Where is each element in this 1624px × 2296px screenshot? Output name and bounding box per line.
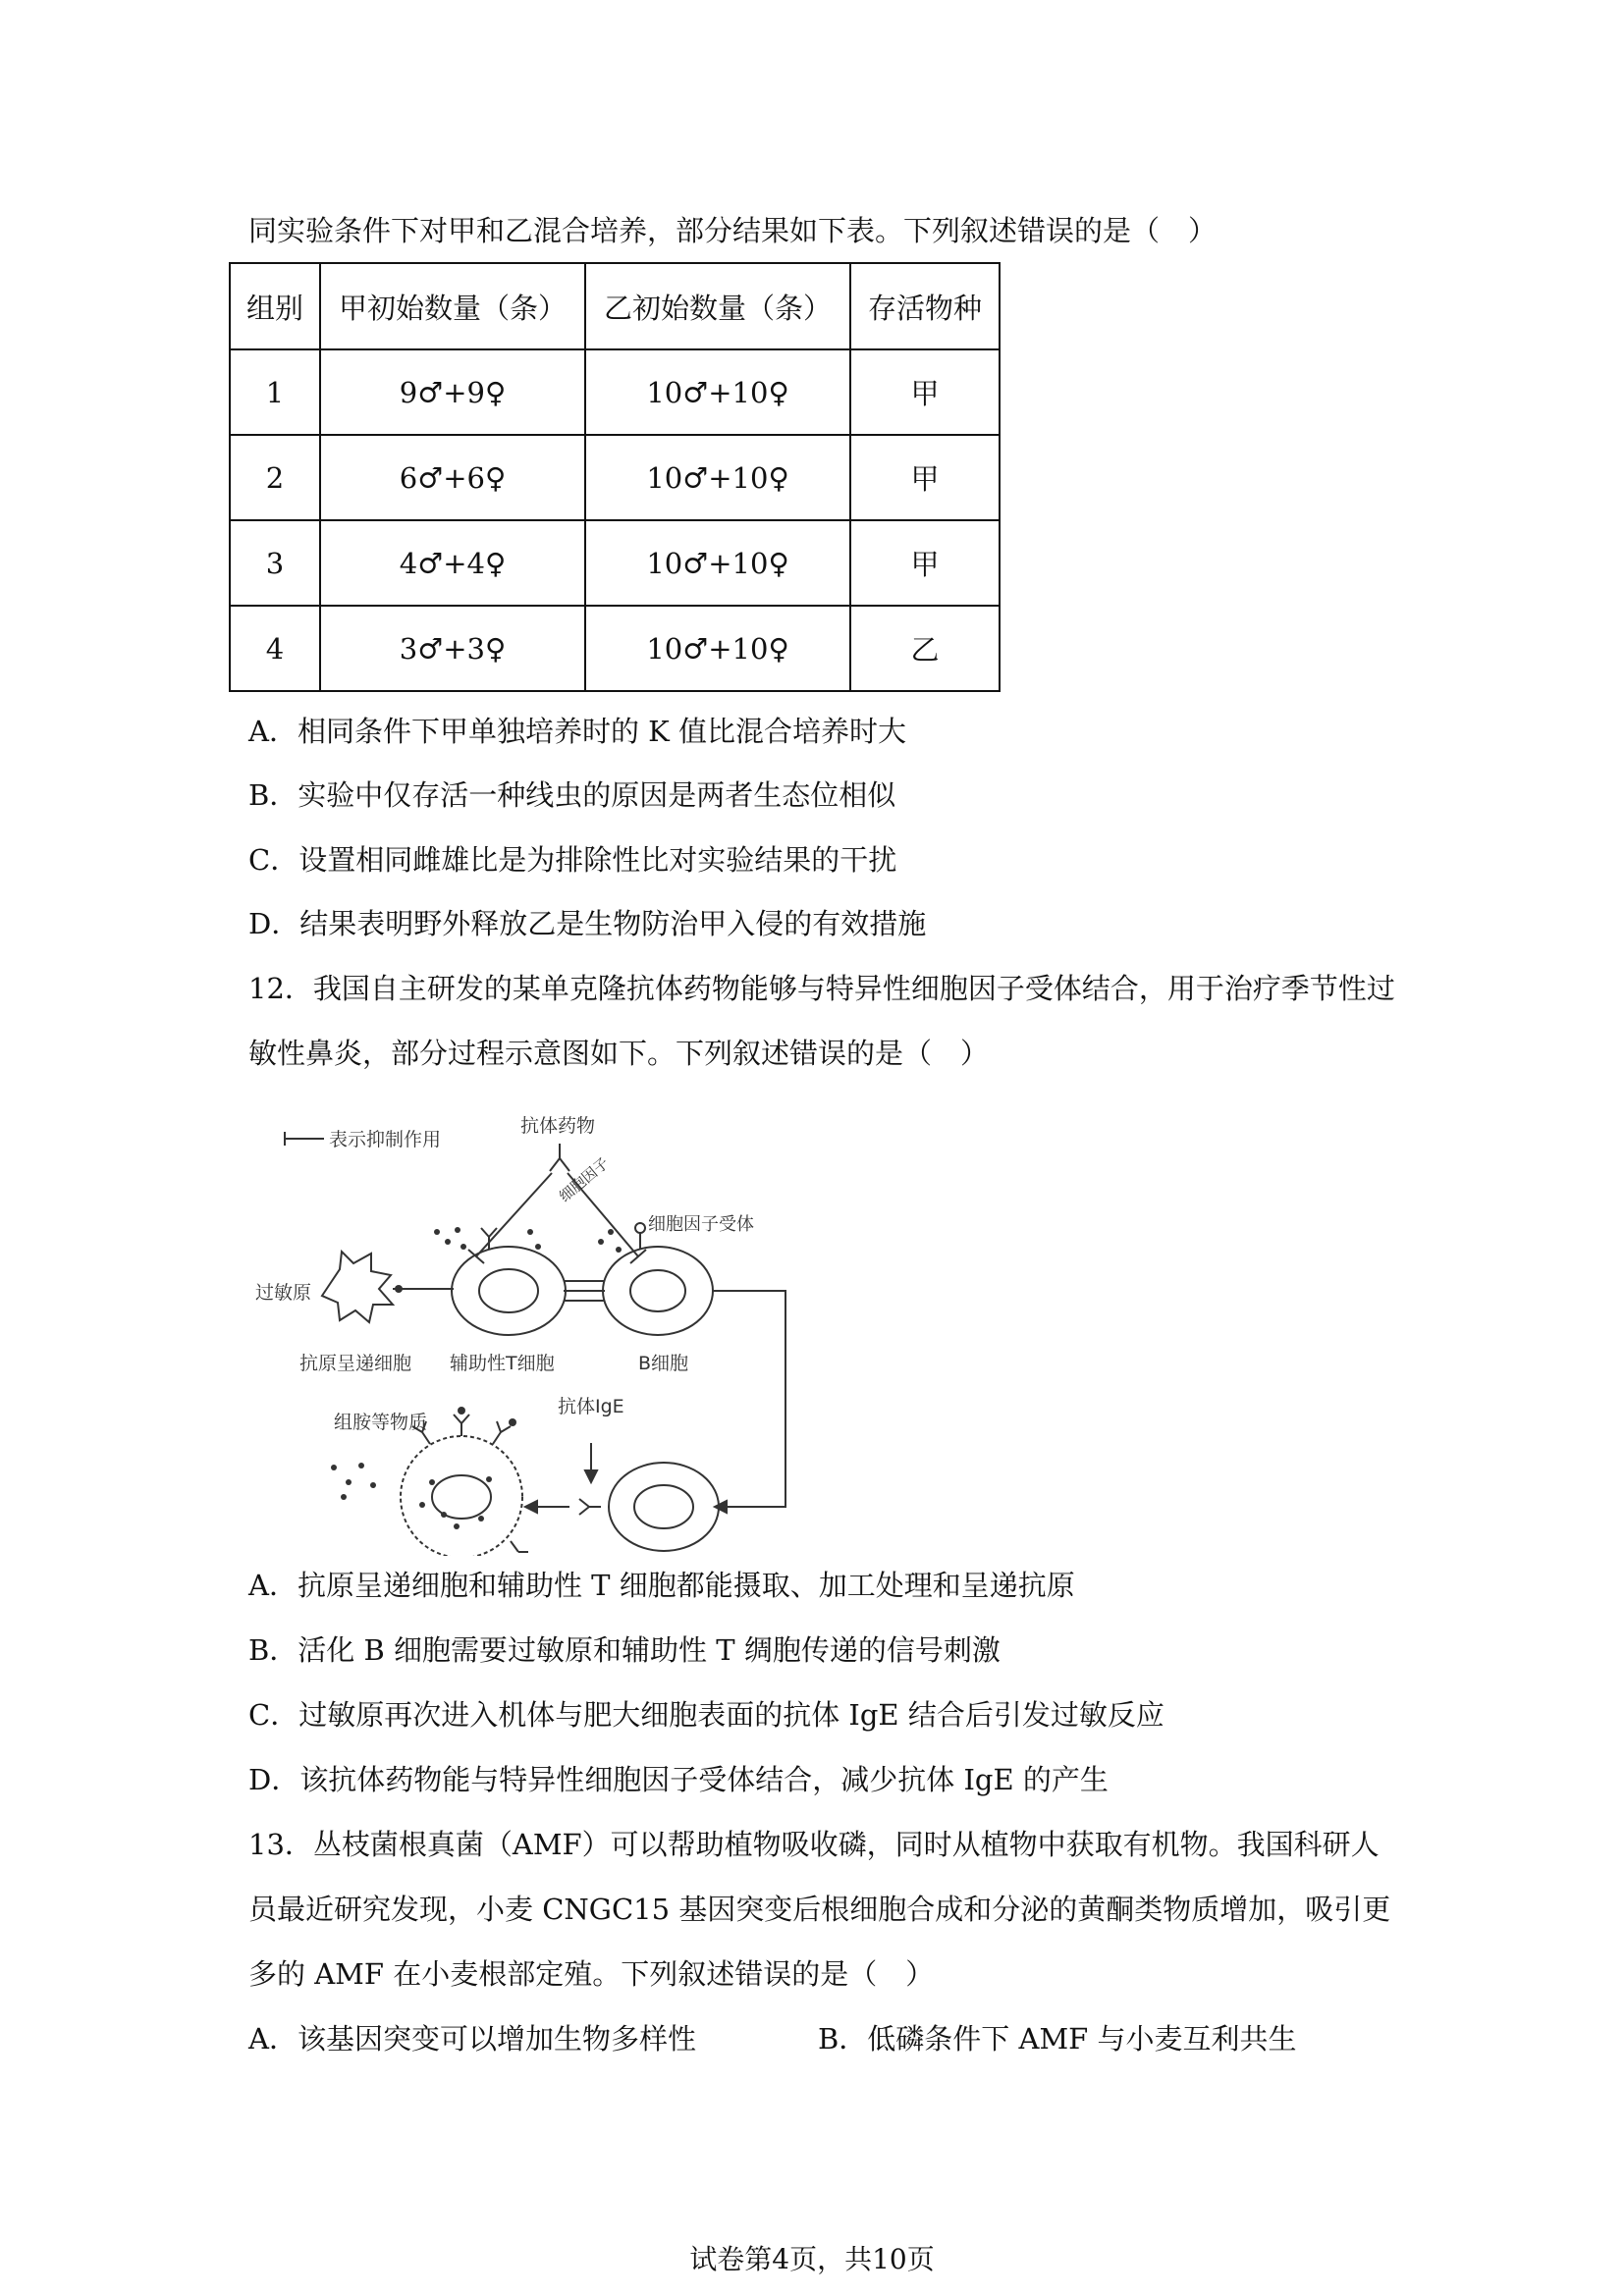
q12-option-a: A．抗原呈递细胞和辅助性 T 细胞都能摄取、加工处理和呈递抗原: [248, 1569, 1075, 1602]
q13-option-a: A．该基因突变可以增加生物多样性: [248, 2022, 696, 2056]
page-footer: 试卷第4页，共10页: [689, 2243, 935, 2275]
q12-stem-line2: 敏性鼻炎，部分过程示意图如下。下列叙述错误的是（ ）: [248, 1037, 990, 1070]
b-cell-label: B细胞: [638, 1353, 689, 1374]
cell-jia: 4♂+4♀: [320, 520, 585, 606]
table-row: [230, 435, 1000, 520]
q13-stem-line1: 13．丛枝菌根真菌（AMF）可以帮助植物吸收磷，同时从植物中获取有机物。我国科研人: [248, 1828, 1380, 1861]
table-header-row: [230, 263, 1000, 349]
q13-option-b: B．低磷条件下 AMF 与小麦互利共生: [818, 2022, 1297, 2056]
cell-yi: 10♂+10♀: [585, 435, 850, 520]
legend-label: 表示抑制作用: [329, 1129, 442, 1150]
table-row: [230, 349, 1000, 435]
header-survivor: 存活物种: [850, 263, 1000, 349]
cell-group: 4: [230, 606, 320, 691]
cell-yi: 10♂+10♀: [585, 606, 850, 691]
q12-option-d: D．该抗体药物能与特异性细胞因子受体结合，减少抗体 IgE 的产生: [248, 1763, 1109, 1796]
drug-label: 抗体药物: [520, 1115, 596, 1137]
immune-diagram: [236, 1095, 825, 1556]
q13-stem-line2: 员最近研究发现，小麦 CNGC15 基因突变后根细胞合成和分泌的黄酮类物质增加，吸引更: [248, 1893, 1391, 1926]
receptor-label: 细胞因子受体: [648, 1214, 754, 1235]
allergen-label: 过敏原: [255, 1282, 312, 1304]
apc-label: 抗原呈递细胞: [299, 1353, 412, 1374]
q13-stem-line3: 多的 AMF 在小麦根部定殖。下列叙述错误的是（ ）: [248, 1957, 935, 1991]
header-jia-count: 甲初始数量（条）: [320, 263, 585, 349]
table-row: [230, 606, 1000, 691]
q11-option-c: C．设置相同雌雄比是为排除性比对实验结果的干扰: [248, 843, 897, 877]
histamine-label: 组胺等物质: [334, 1412, 428, 1433]
q11-option-d: D．结果表明野外释放乙是生物防治甲入侵的有效措施: [248, 907, 927, 940]
table-row: [230, 520, 1000, 606]
cell-group: 1: [230, 349, 320, 435]
cell-yi: 10♂+10♀: [585, 349, 850, 435]
results-table: [229, 262, 1001, 692]
cell-jia: 9♂+9♀: [320, 349, 585, 435]
q11-stem: 同实验条件下对甲和乙混合培养，部分结果如下表。下列叙述错误的是（ ）: [248, 214, 1218, 247]
cell-survivor: 甲: [850, 435, 1000, 520]
header-yi-count: 乙初始数量（条）: [585, 263, 850, 349]
cell-survivor: 甲: [850, 520, 1000, 606]
cell-jia: 3♂+3♀: [320, 606, 585, 691]
cell-group: 3: [230, 520, 320, 606]
cell-yi: 10♂+10♀: [585, 520, 850, 606]
q12-option-c: C．过敏原再次进入机体与肥大细胞表面的抗体 IgE 结合后引发过敏反应: [248, 1698, 1164, 1732]
cytokine-label: 细胞因子: [556, 1153, 613, 1206]
ige-label: 抗体IgE: [558, 1396, 624, 1417]
cell-survivor: 乙: [850, 606, 1000, 691]
q12-stem-line1: 12．我国自主研发的某单克隆抗体药物能够与特异性细胞因子受体结合，用于治疗季节性过: [248, 972, 1395, 1005]
q12-option-b: B．活化 B 细胞需要过敏原和辅助性 T 绸胞传递的信号刺激: [248, 1633, 1001, 1667]
cell-jia: 6♂+6♀: [320, 435, 585, 520]
th-cell-label: 辅助性T细胞: [450, 1353, 555, 1374]
cell-survivor: 甲: [850, 349, 1000, 435]
cell-group: 2: [230, 435, 320, 520]
header-group: 组别: [230, 263, 320, 349]
q11-option-b: B．实验中仅存活一种线虫的原因是两者生态位相似: [248, 778, 896, 812]
q11-option-a: A．相同条件下甲单独培养时的 K 值比混合培养时大: [248, 715, 907, 748]
